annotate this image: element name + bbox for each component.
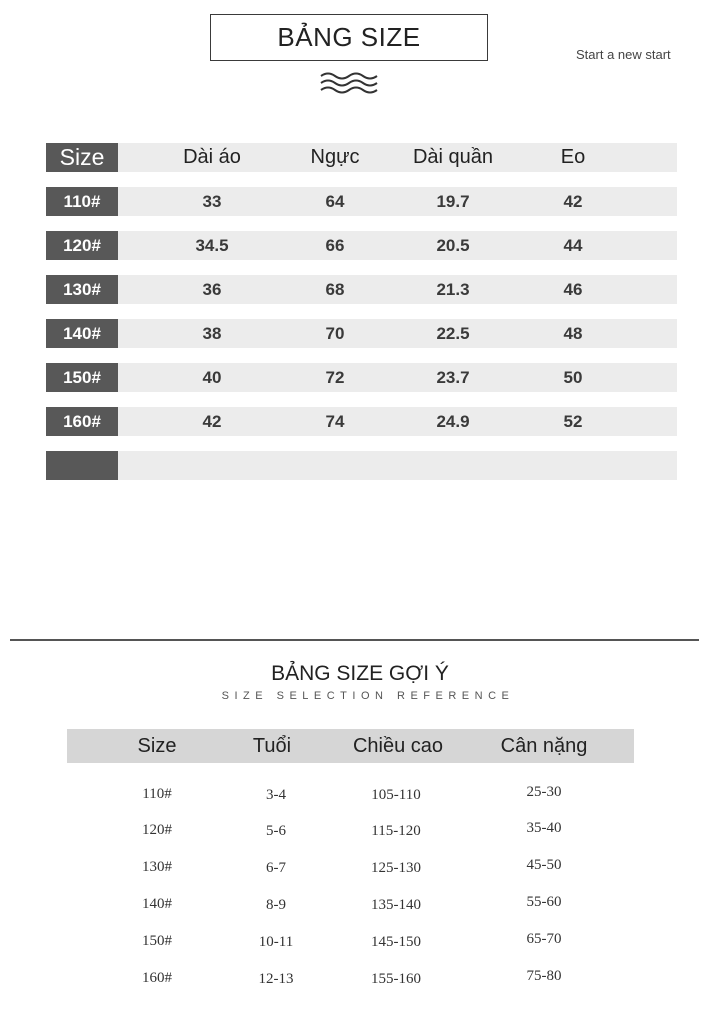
shirt-length-value: 36 bbox=[202, 279, 222, 299]
table-row bbox=[46, 231, 677, 260]
ref-size-value: 120# bbox=[142, 822, 172, 838]
waist-value: 52 bbox=[563, 411, 583, 431]
chest-value: 72 bbox=[325, 367, 345, 387]
ref-age-value: 8-9 bbox=[266, 897, 286, 913]
ref-size-value: 130# bbox=[142, 859, 172, 875]
page-title: BẢNG SIZE bbox=[210, 14, 488, 61]
table-row bbox=[46, 187, 677, 216]
ref-size-value: 110# bbox=[142, 786, 172, 802]
ref-age-value: 10-11 bbox=[258, 934, 294, 950]
column-header-age: Tuổi bbox=[252, 735, 292, 757]
shirt-length-value: 42 bbox=[202, 411, 222, 431]
ref-age-value: 12-13 bbox=[258, 971, 294, 987]
section-divider bbox=[10, 639, 699, 641]
waist-value: 44 bbox=[563, 235, 583, 255]
ref-weight-value: 75-80 bbox=[526, 968, 562, 984]
column-header-chest: Ngực bbox=[310, 146, 360, 168]
ref-size-value: 160# bbox=[142, 970, 172, 986]
ref-weight-value: 25-30 bbox=[526, 784, 562, 800]
ref-height-value: 125-130 bbox=[371, 860, 421, 876]
size-tag: 130# bbox=[46, 275, 118, 304]
ref-weight-value: 35-40 bbox=[526, 820, 562, 836]
chest-value: 70 bbox=[325, 323, 345, 343]
table-row bbox=[46, 275, 677, 304]
table-row bbox=[46, 363, 677, 392]
ref-size-value: 150# bbox=[142, 933, 172, 949]
waist-value: 42 bbox=[563, 191, 583, 211]
shirt-length-value: 38 bbox=[202, 323, 222, 343]
column-header-shirt-length: Dài áo bbox=[183, 146, 241, 168]
shirt-length-value: 34.5 bbox=[195, 235, 229, 255]
size-tag: 110# bbox=[46, 187, 118, 216]
size-tag: 150# bbox=[46, 363, 118, 392]
table-row bbox=[46, 407, 677, 436]
ref-age-value: 3-4 bbox=[266, 787, 286, 803]
column-header-weight: Cân nặng bbox=[500, 735, 588, 757]
wave-lines-icon bbox=[320, 72, 378, 94]
shirt-length-value: 40 bbox=[202, 367, 222, 387]
pants-length-value: 19.7 bbox=[436, 191, 470, 211]
ref-height-value: 145-150 bbox=[371, 934, 421, 950]
row-band bbox=[118, 451, 677, 480]
waist-value: 50 bbox=[563, 367, 583, 387]
column-header-size: Size bbox=[137, 735, 177, 757]
chest-value: 68 bbox=[325, 279, 345, 299]
pants-length-value: 24.9 bbox=[436, 411, 470, 431]
waist-value: 46 bbox=[563, 279, 583, 299]
ref-height-value: 115-120 bbox=[371, 823, 421, 839]
column-header-size: Size bbox=[46, 143, 118, 172]
size-tag: 120# bbox=[46, 231, 118, 260]
reference-header-row bbox=[67, 729, 634, 763]
shirt-length-value: 33 bbox=[202, 191, 222, 211]
size-tag bbox=[46, 451, 118, 480]
column-header-pants-length: Dài quần bbox=[412, 146, 494, 168]
column-header-height: Chiều cao bbox=[352, 735, 444, 757]
ref-height-value: 155-160 bbox=[371, 971, 421, 987]
pants-length-value: 22.5 bbox=[436, 323, 470, 343]
ref-size-value: 140# bbox=[142, 896, 172, 912]
waist-value: 48 bbox=[563, 323, 583, 343]
table-row bbox=[46, 319, 677, 348]
ref-age-value: 6-7 bbox=[266, 860, 286, 876]
column-header-waist: Eo bbox=[560, 146, 586, 168]
size-chart-table bbox=[46, 143, 677, 495]
ref-weight-value: 45-50 bbox=[526, 857, 562, 873]
size-tag: 160# bbox=[46, 407, 118, 436]
ref-height-value: 135-140 bbox=[371, 897, 421, 913]
ref-weight-value: 65-70 bbox=[526, 931, 562, 947]
tagline: Start a new start bbox=[576, 47, 671, 62]
chest-value: 64 bbox=[325, 191, 345, 211]
table-header-row bbox=[46, 143, 677, 172]
reference-title: BẢNG SIZE GỢI Ý bbox=[271, 662, 449, 685]
chest-value: 66 bbox=[325, 235, 345, 255]
ref-weight-value: 55-60 bbox=[526, 894, 562, 910]
size-tag: 140# bbox=[46, 319, 118, 348]
ref-height-value: 105-110 bbox=[371, 787, 421, 803]
pants-length-value: 21.3 bbox=[436, 279, 470, 299]
ref-age-value: 5-6 bbox=[266, 823, 286, 839]
chest-value: 74 bbox=[325, 411, 345, 431]
pants-length-value: 20.5 bbox=[436, 235, 470, 255]
pants-length-value: 23.7 bbox=[436, 367, 470, 387]
table-row-empty bbox=[46, 451, 677, 480]
reference-subtitle: SIZE SELECTION REFERENCE bbox=[221, 690, 515, 702]
